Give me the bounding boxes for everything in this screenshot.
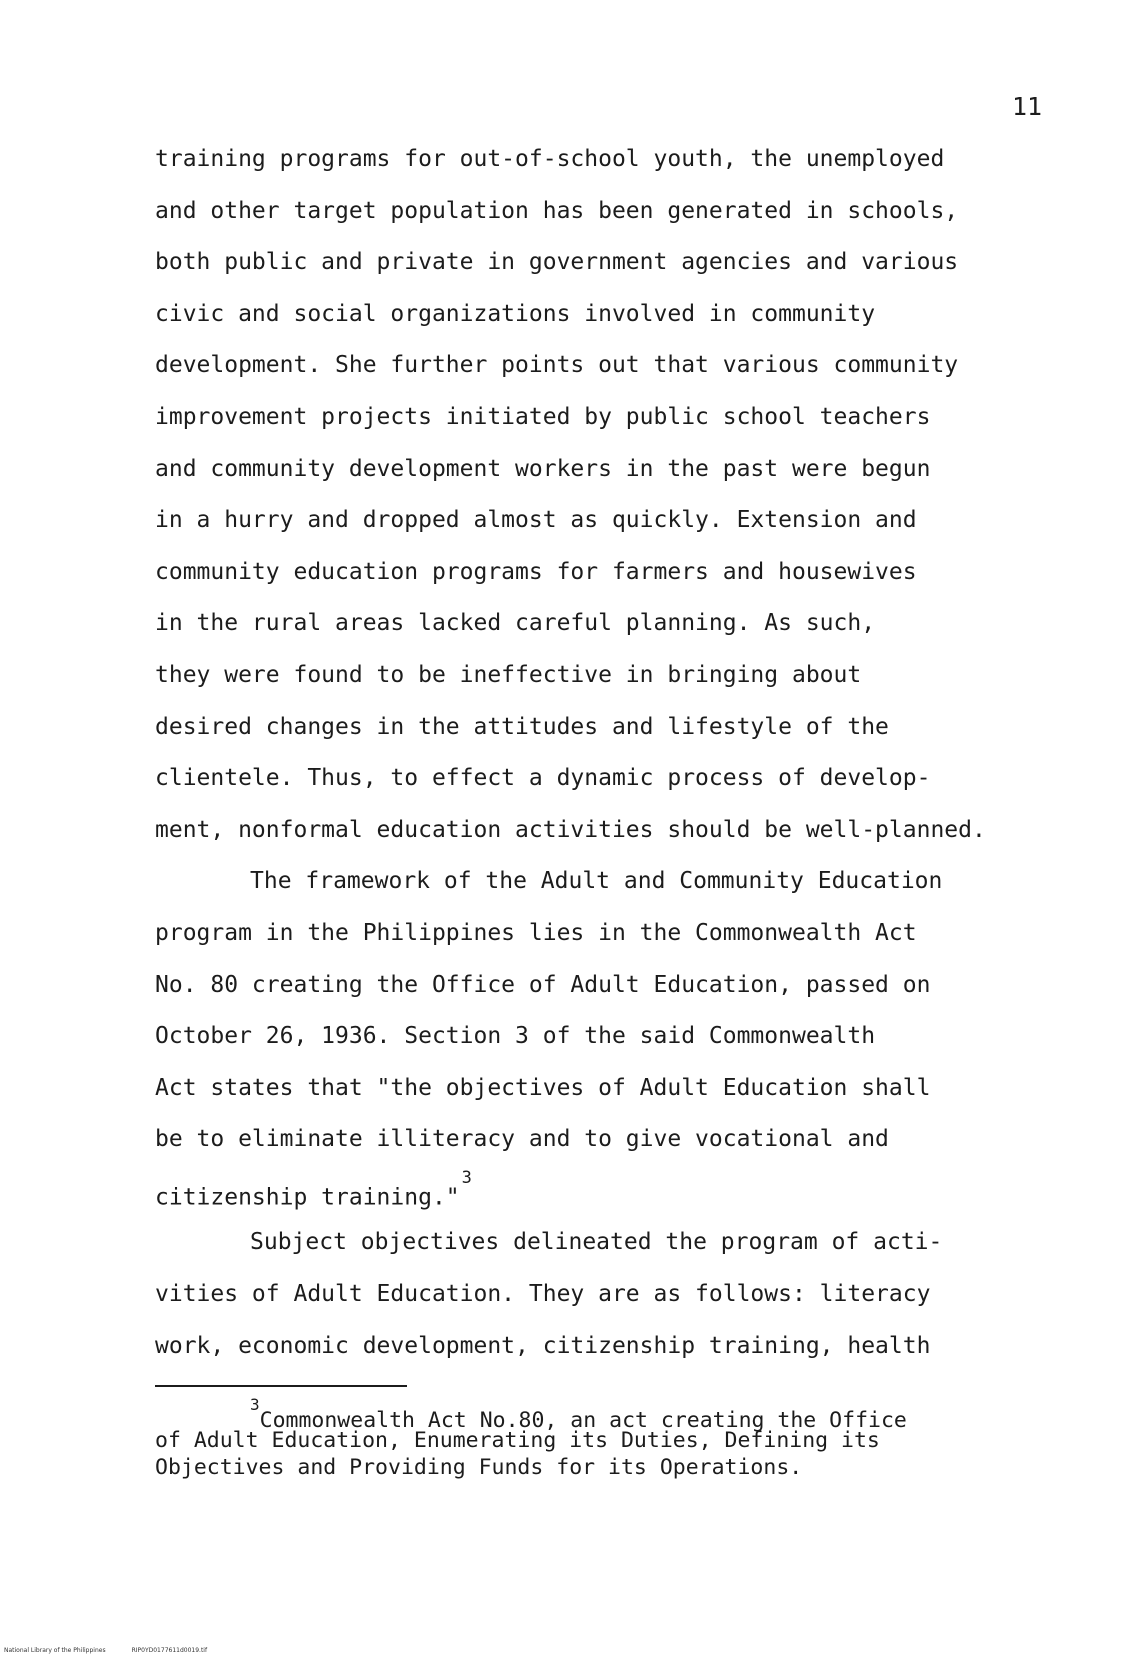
text-line: citizenship training." <box>155 1184 460 1211</box>
text-line: both public and private in government agencies and various <box>155 249 959 276</box>
paragraph-start-line: The framework of the Adult and Community Education <box>250 868 943 895</box>
text-line: civic and social organizations involved in community <box>155 300 876 327</box>
text-line: improvement projects initiated by public school teachers <box>155 403 931 430</box>
archive-footer <box>4 1647 207 1655</box>
page-number: 11 <box>1012 92 1043 121</box>
text-line: desired changes in the attitudes and lifestyle of the <box>155 713 889 740</box>
text-line: in a hurry and dropped almost as quickly. Extension and <box>155 507 917 534</box>
text-line: and community development workers in the past were begun <box>155 455 931 482</box>
text-line: Act states that "the objectives of Adult Education shall <box>155 1074 931 1101</box>
text-line: vities of Adult Education. They are as follows: literacy <box>155 1281 931 1308</box>
text-line: they were found to be ineffective in bringing about <box>155 661 862 688</box>
footnote-mark: 3 <box>250 1395 260 1414</box>
footnote-text: Commonwealth Act No.80, an act creating the Office <box>259 1408 907 1434</box>
footnote-line: of Adult Education, Enumerating its Duties, Defining its <box>155 1428 880 1453</box>
text-line: in the rural areas lacked careful planning. As such, <box>155 610 876 637</box>
footnote-divider <box>155 1385 407 1387</box>
body-text <box>155 134 1115 1372</box>
text-line: development. She further points out that various community <box>155 352 959 379</box>
text-line: work, economic development, citizenship training, health <box>155 1332 931 1359</box>
archive-library-label: National Library of the Philippines <box>4 1647 106 1654</box>
text-line: be to eliminate illiteracy and to give vocational and <box>155 1126 889 1153</box>
text-line: ment, nonformal education activities should be well-planned. <box>155 816 986 843</box>
text-line: training programs for out-of-school youth, the unemployed <box>155 146 945 172</box>
text-line: community education programs for farmers and housewives <box>155 558 917 585</box>
text-line: program in the Philippines lies in the Commonwealth Act <box>155 919 917 946</box>
paragraph-start-line: Subject objectives delineated the program of acti- <box>250 1229 943 1256</box>
footnote-line: Objectives and Providing Funds for its Operations. <box>155 1455 803 1480</box>
text-line: clientele. Thus, to effect a dynamic process of develop- <box>155 765 931 792</box>
footnote <box>155 1395 1115 1481</box>
text-line: No. 80 creating the Office of Adult Education, passed on <box>155 971 931 998</box>
text-line-with-footnote-ref <box>155 1166 1115 1218</box>
footnote-reference: 3 <box>461 1167 472 1188</box>
text-line: and other target population has been generated in schools, <box>155 197 959 224</box>
text-line: October 26, 1936. Section 3 of the said Commonwealth <box>155 1023 876 1050</box>
archive-file-id: RIP0YD0177611d0019.tif <box>131 1647 208 1654</box>
footnote-line <box>155 1395 1115 1434</box>
